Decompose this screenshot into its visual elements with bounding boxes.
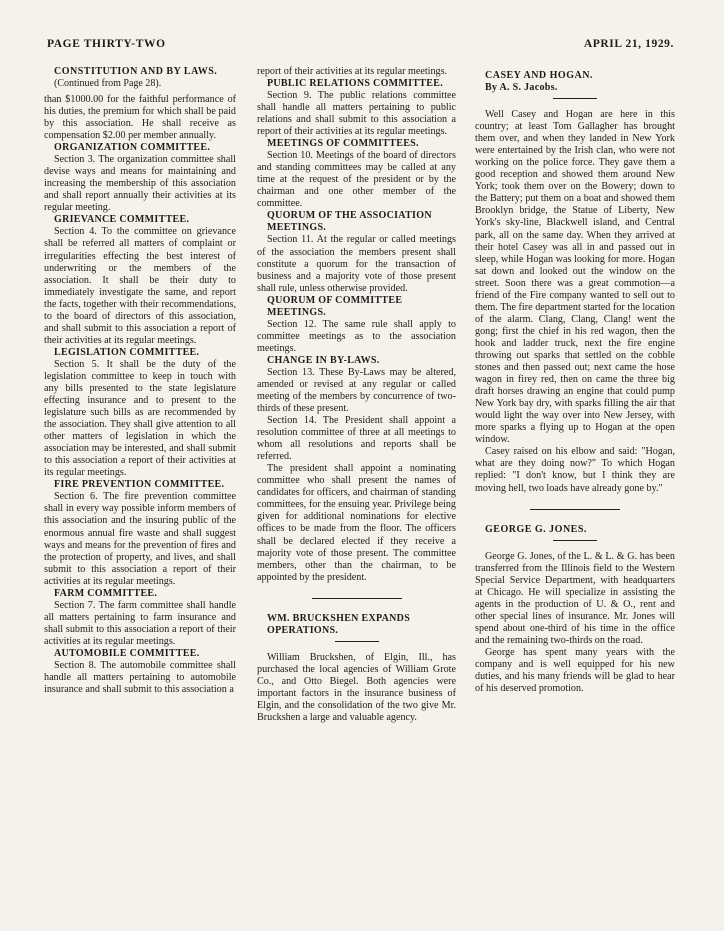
paragraph-section-5: Section 5. It shall be the duty of the legislation committee to keep in touch with any bills presented to the state legislature effecting insurance and to present to the legislature such bills as are recommended by the association. They shall give attention to all other matters of legislation in which the association may be interested, and shall submit to this association a report of their activities at its regular meetings. xyxy=(44,358,236,479)
column-2 xyxy=(257,66,456,724)
paragraph-section-6: Section 6. The fire prevention committee shall in every way possible inform members of this association and the insuring public of the enormous annual fire waste and shall suggest ways and means for the prevention of fires and the protection of property, and lives, and shall submit to this association a report of their activities at its regular meetings. xyxy=(44,491,236,587)
paragraph-section-11: Section 11. At the regular or called meetings of the association the members present shall constitute a quorum for the transaction of business and a majority vote of those present shall rule, unless otherwise provided. xyxy=(257,234,456,294)
divider xyxy=(553,540,597,541)
page-number: PAGE THIRTY-TWO xyxy=(47,38,166,50)
paragraph-section-9: Section 9. The public relations committee shall handle all matters pertaining to public relations and shall submit to this association a report of their activities at its regular meetings. xyxy=(257,90,456,138)
heading-legislation-committee: LEGISLATION COMMITTEE. xyxy=(54,346,200,358)
article-title-casey-hogan: CASEY AND HOGAN. xyxy=(485,70,593,81)
paragraph-bruckshen: William Bruckshen, of Elgin, Ill., has purchased the local agencies of William Grote Co., and Otto Biegel. Both agencies were important factors in the insurance business of Elgin, and the consolidation of the two give Mr. Bruckshen a large and valuable agency. xyxy=(257,651,456,723)
heading-public-relations-committee: PUBLIC RELATIONS COMMITTEE. xyxy=(267,78,443,90)
paragraph-section-7: Section 7. The farm committee shall handle all matters pertaining to farm insurance and shall submit to this association a report of their activities at its regular meetings. xyxy=(44,599,236,647)
paragraph-continued: report of their activities at its regular meetings. xyxy=(257,66,448,77)
divider xyxy=(530,509,620,510)
paragraph-section-10: Section 10. Meetings of the board of directors and standing committees may be called at any time at the request of the president or by the chairman and one other member of the committee. xyxy=(257,150,456,210)
column-3 xyxy=(475,66,675,695)
issue-date: APRIL 21, 1929. xyxy=(583,38,674,50)
paragraph-nominating: The president shall appoint a nominating committee who shall present the names of candidates for officers, and chairman of standing committees, for the ensuing year. Privilege being given for additional nominations for elective offices to be made from the floor. The officers shall be declared elected if they receive a majority vote of those present. The committee members, other than the chairman, to be appointed by the president. xyxy=(257,463,456,583)
paragraph-section-3: Section 3. The organization committee shall devise ways and means for maintaining and increasing the membership of this association and shall report annually their activities at its regular meeting. xyxy=(44,154,236,214)
heading-quorum-association-meetings: MEETINGS. xyxy=(267,222,327,234)
paragraph-section-8: Section 8. The automobile committee shall handle all matters pertaining to automobile insurance and shall submit to this association a xyxy=(44,659,236,696)
divider xyxy=(335,641,379,642)
heading-quorum-committee: QUORUM OF COMMITTEE xyxy=(267,294,403,306)
paragraph-casey-2: Casey raised on his elbow and said: "Hogan, what are they doing now?" To which Hogan replied: "I don't know, but I think they are moving hell, two loads have already gone by." xyxy=(475,446,675,494)
paragraph-jones-2: George has spent many years with the company and is well equipped for his new duties, and his many friends will be glad to hear of his deserved promotion. xyxy=(475,646,675,695)
column-1 xyxy=(44,66,236,696)
heading-change-in-bylaws: CHANGE IN BY-LAWS. xyxy=(267,354,380,366)
paragraph-section-12: Section 12. The same rule shall apply to committee meetings as to the association meetings. xyxy=(257,318,456,354)
divider xyxy=(553,98,597,99)
paragraph-section-4: Section 4. To the committee on grievance shall be referred all matters of complaint or irregularities effecting the best interest of underwriting or the members of the association. It shall be their duty to immediately investigate the same, and report the facts, together with their recommendations, to the board of directors of this association, and shall submit to this association a report of their activities at its regular meetings. xyxy=(44,226,236,346)
divider xyxy=(312,598,402,599)
heading-meetings-of-committees: MEETINGS OF COMMITTEES. xyxy=(267,138,419,150)
heading-quorum-committee-meetings: MEETINGS. xyxy=(267,306,327,318)
paragraph-section-14: Section 14. The President shall appoint a resolution committee of three at all meetings to whom all resolutions and reports shall be referred. xyxy=(257,415,456,463)
continued-note: (Continued from Page 28). xyxy=(54,78,162,89)
article-title-constitution: CONSTITUTION AND BY LAWS. xyxy=(54,66,218,77)
heading-automobile-committee: AUTOMOBILE COMMITTEE. xyxy=(54,647,200,659)
heading-grievance-committee: GRIEVANCE COMMITTEE. xyxy=(54,214,190,226)
heading-fire-prevention-committee: FIRE PREVENTION COMMITTEE. xyxy=(54,479,225,491)
paragraph-casey-1: Well Casey and Hogan are here in this country; at least Tom Gallagher has brought them over, and when they landed in New York were entertained by the Irish clan, who were not working on the police force. They gave them a good reception and showed them around New York; took them over on the Bowery; down to the Battery; put them on a boat and showed them Brooklyn bridge, the Statue of Liberty, New York's sky-line, Blackwell island, and Central park, all on the same day. When they arrived at their hotel Casey was all in and passed out in sleep, while Hogan was looking for more. Hogan sat down and looked out the window on the street. Soon there was a great commotion—a friend of the Fire company wanted to sell out to them. The fire department started for the location of the alarm. Clang, Clang, Clang! went the gong; first the chief in his red wagon, then the hook and ladder truck, next the fire engine throwing out sparks that settled on the cobble stones and then passed out; next came the hose wagon in firey red, then on came the three big draft horses drawing an engine that could pump New York bay dry, with sparks filling the air that would light the way over into New Jersey, with more sparks a flying up to Hogan at the open window. xyxy=(475,109,675,446)
paragraph-jones-1: George G. Jones, of the L. & L. & G. has been transferred from the Illinois field to the Western Special Service Department, with headquarters at Chicago. He will specialize in assisting the agents in the production of U. & O., rent and other special lines of insurance. Mr. Jones will spend about one-third of his time in the office and the remaining two-thirds on the road. xyxy=(475,550,675,646)
page-header xyxy=(47,38,674,54)
paragraph-intro: than $1000.00 for the faithful performance of his duties, the premium for which shall be paid by this association. He shall receive as compensation $2.00 per member annually. xyxy=(44,94,236,142)
heading-organization-committee: ORGANIZATION COMMITTEE. xyxy=(54,142,211,154)
byline: By A. S. Jacobs. xyxy=(485,82,558,93)
heading-quorum-association: QUORUM OF THE ASSOCIATION xyxy=(267,210,432,222)
heading-bruckshen: WM. BRUCKSHEN EXPANDS xyxy=(267,612,411,624)
article-title-jones: GEORGE G. JONES. xyxy=(485,523,587,535)
paragraph-section-13: Section 13. These By-Laws may be altered, amended or revised at any regular or called meeting of the members by concurrence of two-thirds of these present. xyxy=(257,366,456,414)
heading-farm-committee: FARM COMMITTEE. xyxy=(54,587,158,599)
heading-bruckshen-operations: OPERATIONS. xyxy=(267,624,339,636)
